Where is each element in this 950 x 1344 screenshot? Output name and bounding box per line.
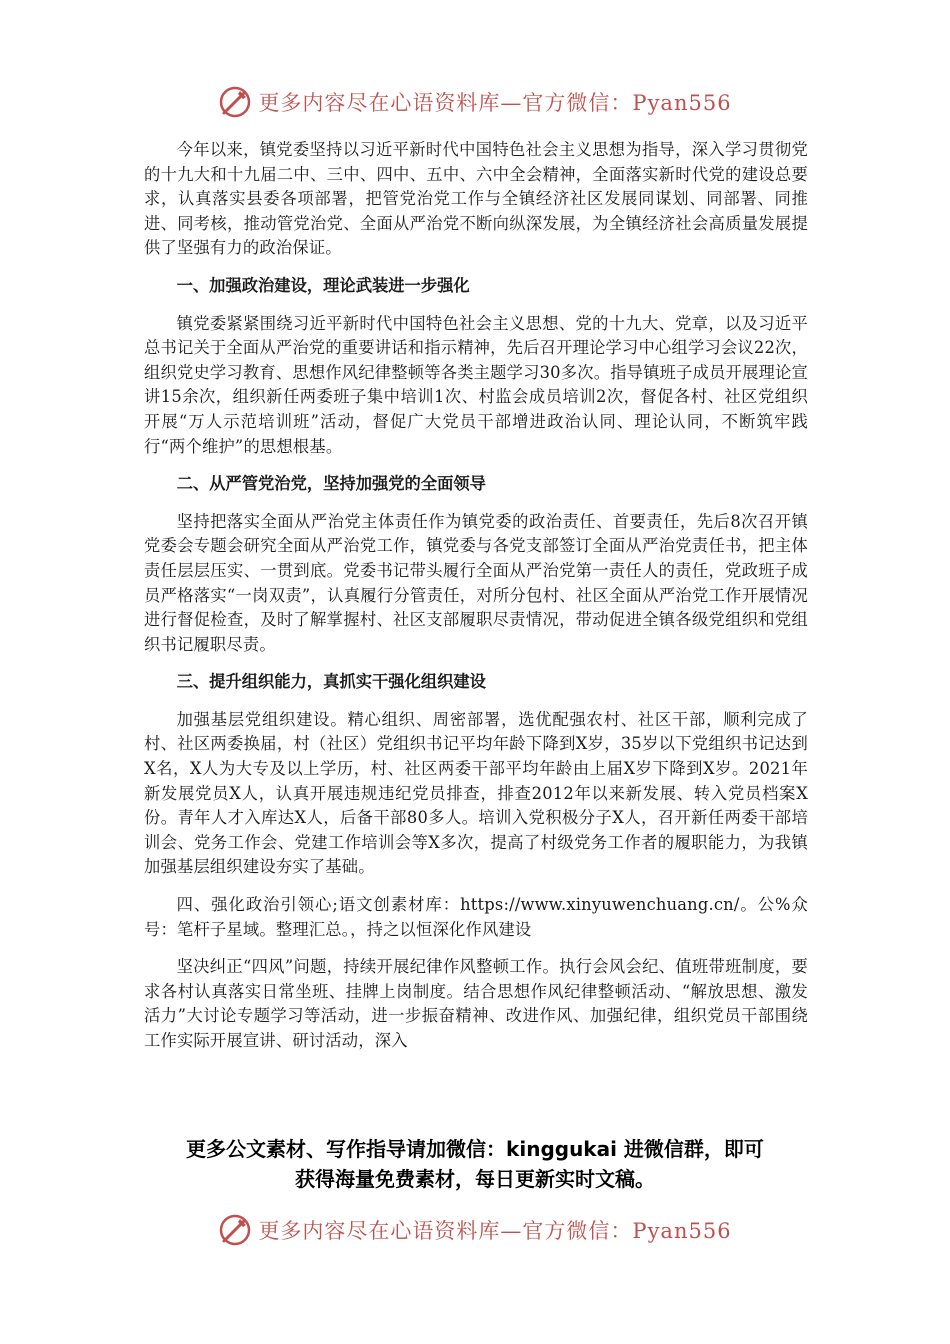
pen-logo-icon xyxy=(218,85,252,119)
banner-text: 更多内容尽在心语资料库—官方微信：Pyan556 xyxy=(258,1219,732,1243)
section-heading-1: 一、加强政治建设，理论武装进一步强化 xyxy=(176,275,470,295)
promo-line-2: 获得海量免费素材，每日更新实时文稿。 xyxy=(295,1167,655,1191)
promo-line-1: 更多公文素材、写作指导请加微信：kinggukai 进微信群，即可 xyxy=(186,1137,764,1161)
pen-logo-icon xyxy=(218,1213,252,1247)
banner-text: 更多内容尽在心语资料库—官方微信：Pyan556 xyxy=(258,91,732,115)
section-body-2: 坚持把落实全面从严治党主体责任作为镇党委的政治责任、首要责任，先后8次召开镇党委会专题会研究全面从严治党工作，镇党委与各党支部签订全面从严治党责任书，把主体责任层层压实、一贯到底。党委书记带头履行全面从严治党第一责任人的责任，党政班子成员严格落实“一岗双责”，认真履行分管责任，对所分包村、社区全面从严治党工作开展情况进行督促检查，及时了解掌握村、社区支部履职尽责情况，带动促进全镇各级党组织和党组织书记履职尽责。 xyxy=(144,511,808,654)
section-heading-4: 四、强化政治引领心;语文创素材库：https://www.xinyuwenchuang.cn/。公%众号：笔杆子星域。整理汇总。，持之以恒深化作风建设 xyxy=(144,895,808,939)
section-body-3: 加强基层党组织建设。精心组织、周密部署，选优配强农村、社区干部，顺利完成了村、社区两委换届，村（社区）党组织书记平均年龄下降到X岁，35岁以下党组织书记达到X名，X人为大专及以上学历，村、社区两委干部平均年龄由上届X岁下降到X岁。2021年新发展党员X人，认真开展违规违纪党员排查，排查2012年以来新发展、转入党员档案X份。青年人才入库达X人，后备干部80多人。培训入党积极分子X人，召开新任两委干部培训会、党务工作会、党建工作培训会等X多次，提高了村级党务工作者的履职能力，为我镇加强基层组织建设夯实了基础。 xyxy=(144,709,808,877)
section-heading-3: 三、提升组织能力，真抓实干强化组织建设 xyxy=(176,672,486,692)
bottom-banner xyxy=(0,1210,950,1250)
top-banner xyxy=(0,82,950,122)
intro-paragraph: 今年以来，镇党委坚持以习近平新时代中国特色社会主义思想为指导，深入学习贯彻党的十九大和十九届二中、三中、四中、五中、六中全会精神，全面落实新时代党的建设总要求，认真落实县委各项部署，把管党治党工作与全镇经济社区发展同谋划、同部署、同推进、同考核，推动管党治党、全面从严治党不断向纵深发展，为全镇经济社会高质量发展提供了坚强有力的政治保证。 xyxy=(144,140,808,258)
section-body-1: 镇党委紧紧围绕习近平新时代中国特色社会主义思想、党的十九大、党章，以及习近平总书记关于全面从严治党的重要讲话和指示精神，先后召开理论学习中心组学习会议22次，组织党史学习教育、思想作风纪律整顿等各类主题学习30多次。指导镇班子成员开展理论宣讲15余次，组织新任两委班子集中培训1次、村监会成员培训2次，督促各村、社区党组织开展“万人示范培训班”活动，督促广大党员干部增进政治认同、理论认同，不断筑牢践行“两个维护”的思想根基。 xyxy=(144,313,808,456)
promo-notice xyxy=(140,1134,810,1194)
section-body-4: 坚决纠正“四风”问题，持续开展纪律作风整顿工作。执行会风会纪、值班带班制度，要求各村认真落实日常坐班、挂牌上岗制度。结合思想作风纪律整顿活动、“解放思想、激发活力”大讨论专题学习等活动，进一步振奋精神、改进作风、加强纪律，组织党员干部围绕工作实际开展宣讲、研讨活动，深入 xyxy=(144,957,808,1050)
section-heading-2: 二、从严管党治党，坚持加强党的全面领导 xyxy=(176,474,486,494)
document-body xyxy=(144,138,808,1078)
